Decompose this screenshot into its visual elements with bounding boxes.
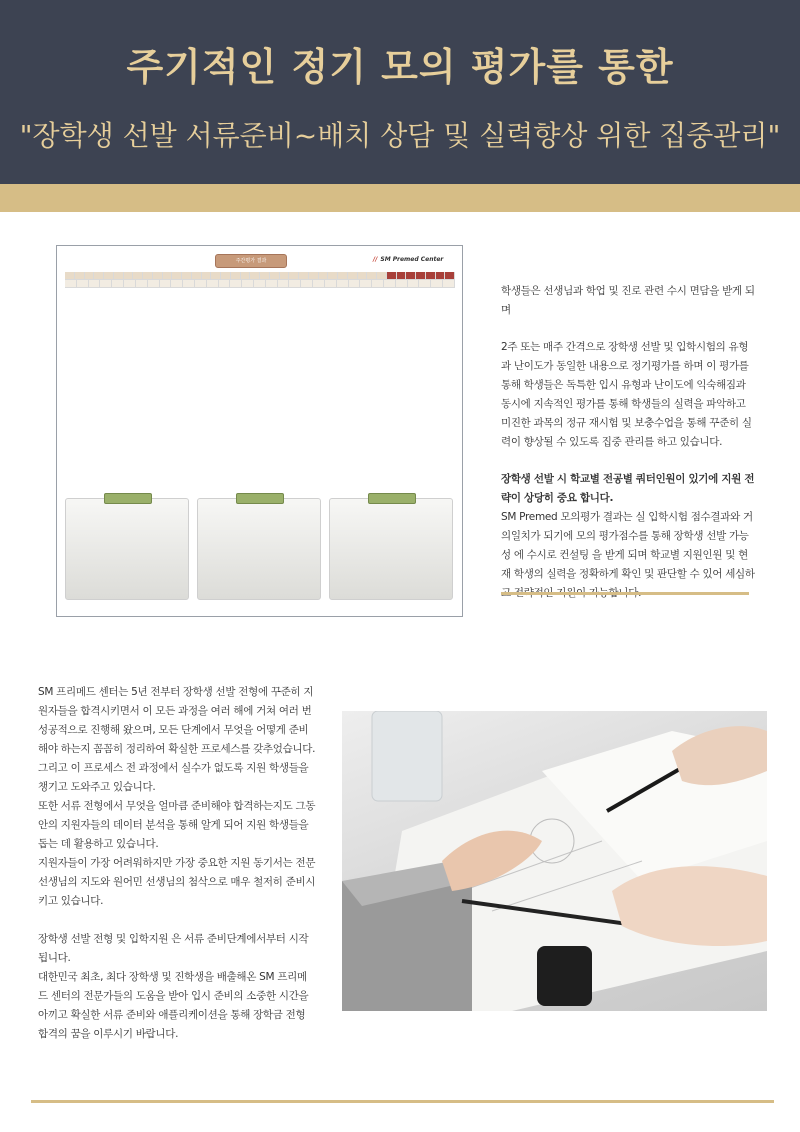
table-cell	[172, 272, 182, 280]
mini-chart-bars	[198, 499, 320, 599]
table-cell	[171, 280, 183, 288]
table-cell	[163, 272, 173, 280]
table-cell	[360, 280, 372, 288]
left-text-column	[38, 683, 316, 1044]
table-cell	[192, 272, 202, 280]
table-row	[147, 461, 442, 468]
right-bold-text: 장학생 선발 시 학교별 전공별 쿼터인원이 있기에 지원 전략이 상당히 중요 합니다.	[501, 473, 755, 504]
table-cell	[358, 272, 368, 280]
table-cell	[387, 272, 397, 280]
report-image	[56, 245, 463, 617]
consultation-photo	[342, 711, 767, 1011]
mini-chart-badge	[104, 493, 152, 504]
table-row	[65, 272, 455, 280]
right-text-column	[501, 282, 756, 603]
table-cell	[280, 272, 290, 280]
table-cell	[384, 280, 396, 288]
table-cell	[241, 272, 251, 280]
mini-chart-badge	[236, 493, 284, 504]
header-accent-bar	[0, 184, 800, 212]
table-cell	[319, 272, 329, 280]
table-cell	[443, 280, 455, 288]
table-cell	[348, 272, 358, 280]
photo-illustration	[342, 711, 767, 1011]
left-paragraph-5: 대한민국 최초, 최다 장학생 및 진학생을 배출해온 SM 프리메드 센터의 전문가들의 도움을 받아 입시 준비의 소중한 시간을 아끼고 확실한 서류 준비와 애플리케이션을 통해 장학금 전형 합격의 꿈을 이루시기 바랍니다.	[38, 971, 309, 1040]
table-cell	[419, 280, 431, 288]
table-cell	[426, 272, 436, 280]
table-cell	[397, 272, 407, 280]
table-cell	[89, 280, 101, 288]
table-cell	[112, 280, 124, 288]
report-logo-text: SM Premed Center	[380, 256, 444, 263]
table-cell	[266, 280, 278, 288]
table-cell	[133, 272, 143, 280]
report-title: 주간평가 결과	[215, 254, 287, 268]
table-cell	[367, 272, 377, 280]
table-cell	[114, 272, 124, 280]
table-row	[65, 304, 455, 312]
table-cell	[396, 280, 408, 288]
table-cell	[104, 272, 114, 280]
table-cell	[94, 272, 104, 280]
table-cell	[309, 272, 319, 280]
table-cell	[377, 272, 387, 280]
table-row	[65, 296, 455, 304]
table-cell	[416, 272, 426, 280]
mini-chart-grammar	[65, 498, 189, 600]
page-title: 주기적인 정기 모의 평가를 통한	[126, 45, 674, 89]
table-cell	[299, 272, 309, 280]
table-row	[147, 468, 442, 475]
table-cell	[65, 280, 77, 288]
mini-chart-biology	[197, 498, 321, 600]
table-cell	[328, 272, 338, 280]
table-cell	[338, 272, 348, 280]
table-cell	[289, 272, 299, 280]
table-cell	[124, 272, 134, 280]
table-cell	[85, 272, 95, 280]
mini-chart-bars	[66, 499, 188, 599]
table-cell	[182, 272, 192, 280]
footer-divider	[31, 1100, 774, 1103]
table-cell	[301, 280, 313, 288]
table-cell	[148, 280, 160, 288]
left-paragraph-2: 또한 서류 전형에서 무엇을 얼마큼 준비해야 합격하는지도 그동안의 지원자들의 데이터 분석을 통해 알게 되어 지원 학생들을 돕는 데 활용하고 있습니다.	[38, 800, 316, 850]
table-cell	[143, 272, 153, 280]
table-cell	[349, 280, 361, 288]
right-intro-text: 학생들은 선생님과 학업 및 진로 관련 수시 면담을 받게 되며	[501, 285, 755, 316]
table-cell	[337, 280, 349, 288]
right-paragraph-2: SM Premed 모의평가 결과는 실 입학시험 점수결과와 거의일치가 되기에 모의 평가점수를 통해 장학생 선발 가능성 에 수시로 컨설팅 을 받게 되며 학교별 지원인원 및 현재 학생의 실력을 정확하게 확인 및 판단할 수 있어 세심하	[501, 511, 755, 580]
table-cell	[211, 272, 221, 280]
table-cell	[445, 272, 455, 280]
table-cell	[406, 272, 416, 280]
table-cell	[260, 272, 270, 280]
right-paragraph-1: 2주 또는 매주 간격으로 장학생 선발 및 입학시험의 유형과 난이도가 동일한 내용으로 정기평가를 하며 이 평가를 통해 학생들은 독특한 입시 유형과 난이도에 익숙해짐과 동시에 지속적인 평가를 통해 학생들의 실력을 파악하고 미진한 과목의 정규 재시험 및 보충수업을 통해 꾸준히 실력이 향상될 수 있도록 집중 관리를 하고 있습니다.	[501, 341, 752, 448]
mini-chart-bars	[330, 499, 452, 599]
table-cell	[100, 280, 112, 288]
logo-mark-icon: //	[373, 256, 378, 263]
table-cell	[77, 280, 89, 288]
table-cell	[325, 280, 337, 288]
table-cell	[250, 272, 260, 280]
paragraph-gap	[38, 911, 316, 930]
right-divider	[501, 592, 749, 595]
table-cell	[278, 280, 290, 288]
mini-chart-chemistry	[329, 498, 453, 600]
table-cell	[183, 280, 195, 288]
mini-chart-badge	[368, 493, 416, 504]
table-cell	[160, 280, 172, 288]
left-paragraph-4: 장학생 선발 전형 및 입학지원 은 서류 준비단계에서부터 시작됩니다.	[38, 933, 309, 964]
report-logo	[373, 256, 458, 266]
table-cell	[408, 280, 420, 288]
table-cell	[124, 280, 136, 288]
table-cell	[202, 272, 212, 280]
table-row	[147, 454, 442, 461]
header-banner	[0, 0, 800, 184]
table-cell	[230, 280, 242, 288]
table-cell	[65, 272, 75, 280]
table-cell	[221, 272, 231, 280]
report-score-table	[65, 272, 455, 312]
table-cell	[75, 272, 85, 280]
table-cell	[195, 280, 207, 288]
table-cell	[372, 280, 384, 288]
table-cell	[136, 280, 148, 288]
left-paragraph-3: 지원자들이 가장 어려워하지만 가장 중요한 지원 동기서는 전문 선생님의 지도와 원어민 선생님의 첨삭으로 매우 철저히 준비시키고 있습니다.	[38, 857, 316, 907]
table-cell	[289, 280, 301, 288]
table-cell	[254, 280, 266, 288]
page-subtitle: "장학생 선발 서류준비~배치 상담 및 실력향상 위한 집중관리"	[19, 119, 781, 152]
table-cell	[153, 272, 163, 280]
table-cell	[207, 280, 219, 288]
table-cell	[242, 280, 254, 288]
table-row	[65, 288, 455, 296]
table-cell	[313, 280, 325, 288]
table-cell	[431, 280, 443, 288]
table-row	[147, 475, 442, 482]
left-paragraph-1: SM 프리메드 센터는 5년 전부터 장학생 선발 전형에 꾸준히 지원자들을 합격시키면서 이 모든 과정을 여러 해에 거쳐 여러 번 성공적으로 진행해 왔으며, 모든 단계에서 무엇을 어떻게 준비해야 하는지 꼼꼼히 정리하여 확실한 프로세스를 갖추었습니다. 그리고 이 프로세스 전 과정에서 실수가 없도록 지원 학생들을 챙기고 도와주고 있습니다.	[38, 686, 316, 793]
main-bar-chart	[147, 318, 437, 433]
table-cell	[270, 272, 280, 280]
report-summary-table	[147, 454, 442, 482]
table-row	[65, 280, 455, 288]
table-cell	[219, 280, 231, 288]
table-cell	[436, 272, 446, 280]
table-cell	[231, 272, 241, 280]
